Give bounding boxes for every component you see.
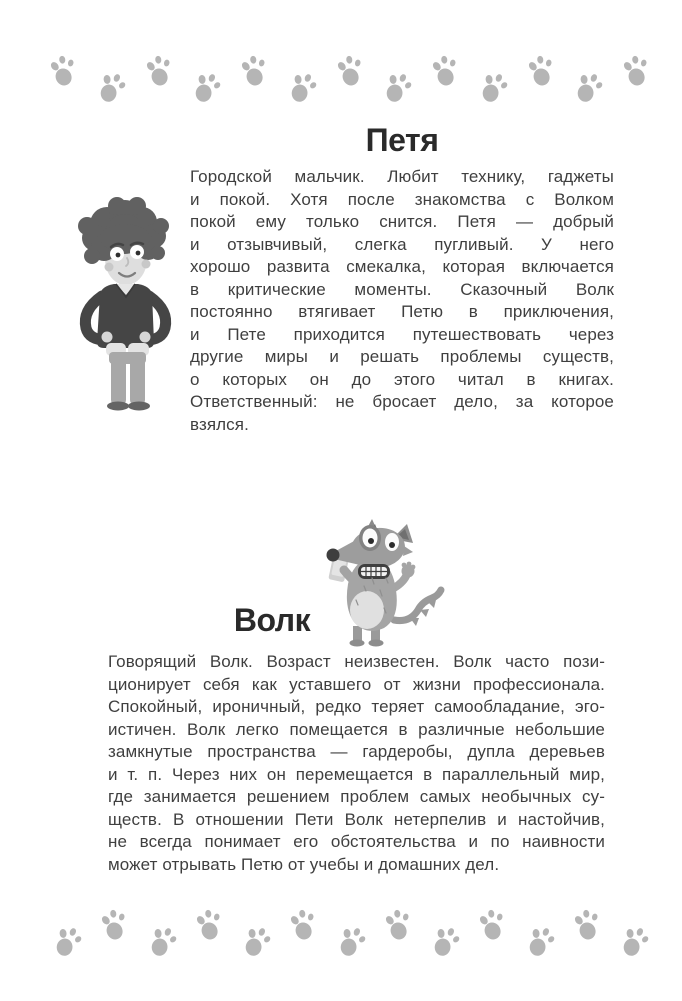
paw-print-icon (523, 924, 557, 961)
paw-print-icon (237, 53, 272, 91)
volk-section-title: Волк (233, 602, 311, 638)
text-line: Говорящий Волк. Возраст неизвестен. Волк часто пози- (108, 652, 605, 671)
paw-print-icon (428, 924, 462, 961)
text-line: постоянно втягивает Петю в приключения, (190, 302, 614, 321)
paw-print-icon (381, 907, 416, 945)
volk-description-paragraph (108, 651, 605, 876)
paw-print-icon (617, 924, 651, 961)
paw-print-icon (381, 70, 415, 107)
text-line: истичен. Волк легко помещается в различные небольшие (108, 719, 605, 739)
paw-prints-bottom-row (54, 910, 648, 960)
paw-print-icon (286, 907, 321, 945)
text-line: и отзывчивый, слегка пугливый. У него (190, 234, 614, 254)
text-line: в критические моменты. Сказочный Волк (190, 279, 614, 299)
text-line: хорошо развита смекалка, которая включается (190, 257, 614, 276)
text-line: может отрывать Петю от учебы и домашних дел. (108, 854, 500, 874)
paw-print-icon (572, 70, 606, 107)
text-line: Ответственный: не бросает дело, за которое (190, 392, 614, 411)
paw-print-icon (94, 70, 128, 107)
paw-print-icon (475, 907, 510, 945)
text-line: и Пете приходится путешествовать через (190, 324, 614, 344)
paw-print-icon (428, 53, 463, 91)
text-line: ционирует себя как уставшего от жизни профессионала. (108, 674, 605, 694)
paw-print-icon (46, 53, 81, 91)
text-line: и покой. Хотя после знакомства с Волком (190, 189, 614, 209)
text-line: покой ему только снится. Петя — добрый (190, 212, 614, 231)
paw-print-icon (145, 924, 179, 961)
paw-print-icon (333, 53, 368, 91)
paw-print-icon (476, 70, 510, 107)
paw-print-icon (334, 924, 368, 961)
text-line: другие миры и решать проблемы существ, (190, 347, 614, 366)
text-line: где занимается решением проблем самых необычных су- (108, 787, 605, 806)
paw-print-icon (190, 70, 224, 107)
petya-description-paragraph (190, 166, 614, 436)
text-line: замкнутые пространства — гардеробы, дупла деревьев (108, 742, 605, 761)
paw-print-icon (285, 70, 319, 107)
paw-print-icon (619, 53, 654, 91)
paw-print-icon (524, 53, 559, 91)
text-line: Городской мальчик. Любит технику, гаджеты (190, 167, 614, 186)
text-line: о которых он до этого читал в книгах. (190, 369, 614, 389)
text-line: Спокойный, ироничный, редко теряет самообладание, эго- (108, 697, 605, 716)
paw-print-icon (570, 907, 605, 945)
text-line: не всегда понимает его обстоятельства и по наивности (108, 832, 605, 851)
text-line: и т. п. Через них он перемещается в параллельный мир, (108, 764, 605, 784)
text-line: взялся. (190, 414, 249, 434)
paw-print-icon (192, 907, 227, 945)
text-line: ществ. В отношении Пети Волк нетерпелив и настойчив, (108, 809, 605, 829)
paw-print-icon (239, 924, 273, 961)
paw-prints-top-row (50, 56, 650, 104)
paw-print-icon (142, 53, 177, 91)
curly-boy-illustration (62, 196, 188, 414)
paw-print-icon (97, 907, 132, 945)
petya-section-title: Петя (365, 122, 439, 158)
paw-print-icon (50, 924, 84, 961)
